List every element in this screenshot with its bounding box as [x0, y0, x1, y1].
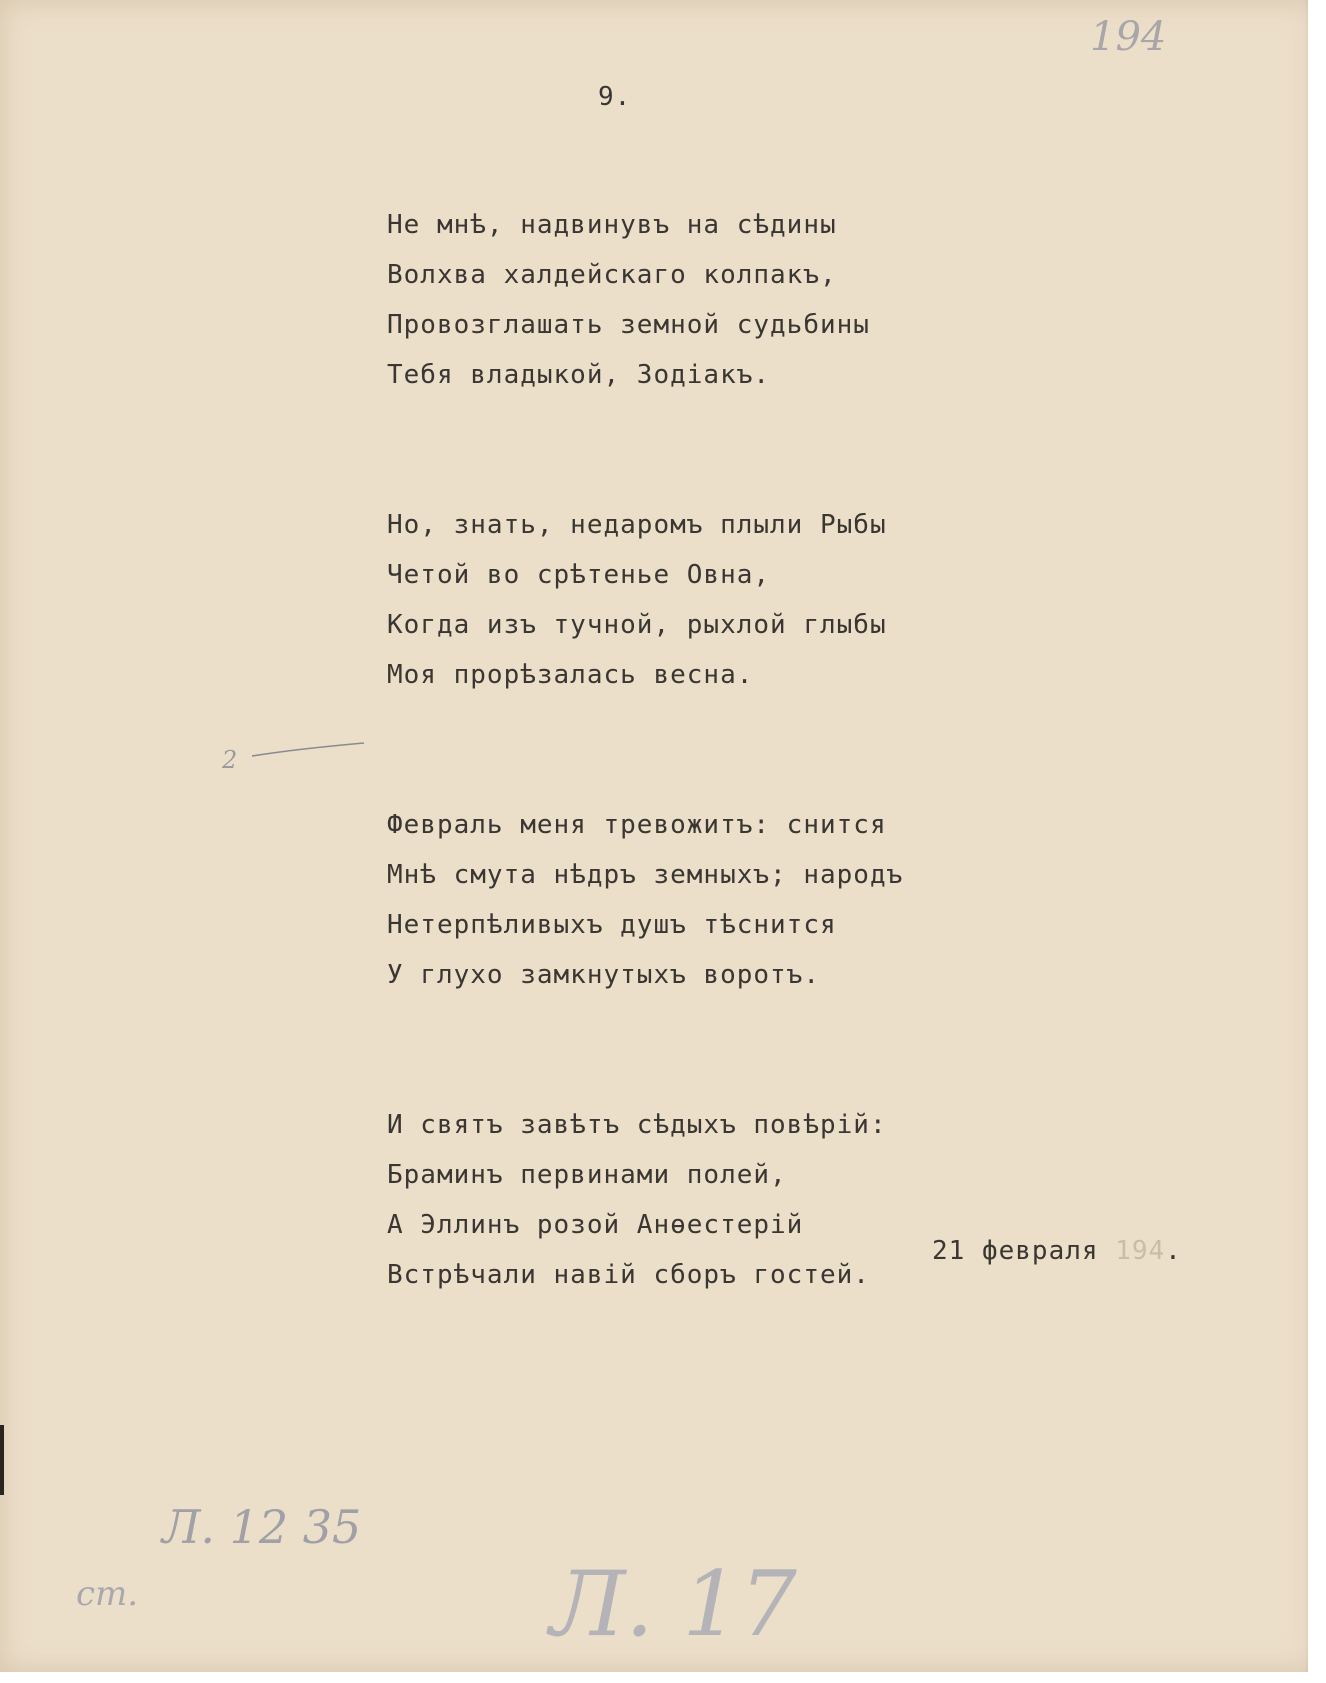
poem-line: Волхва халдейскаго колпакъ, [387, 260, 837, 290]
poem-line: Не мнѣ, надвинувъ на сѣдины [387, 210, 837, 240]
date-text: 21 февраля [932, 1236, 1099, 1266]
scan-margin [1308, 0, 1326, 1683]
poem-line: Февраль меня тревожитъ: снится [387, 810, 887, 840]
poem-line: Но, знать, недаромъ плыли Рыбы [387, 510, 887, 540]
poem-line: А Эллинъ розой Анѳестерій [387, 1210, 804, 1240]
pencil-stroke [250, 740, 366, 760]
poem-line: Четой во срѣтенье Овна, [387, 560, 771, 590]
page-number: 9. [598, 82, 632, 112]
archive-sheet-mark: Л. 12 35 [162, 1500, 362, 1554]
stanza-4 [387, 1100, 903, 1300]
archive-leaf-mark: Л. 17 [550, 1552, 797, 1657]
margin-pencil-mark: 2 [222, 746, 238, 774]
poem-line: Провозглашать земной судьбины [387, 310, 870, 340]
date-period: . [1165, 1236, 1182, 1266]
poem-line: Тебя владыкой, Зодіакъ. [387, 360, 771, 390]
stanza-1 [387, 200, 903, 400]
poem-line: Нетерпѣливыхъ душъ тѣснится [387, 910, 837, 940]
folio-number-mark: 194 [1090, 14, 1167, 60]
archive-abbrev-mark: ст. [76, 1574, 139, 1614]
poem-date [932, 1236, 1182, 1266]
poem-body [387, 200, 903, 1400]
binding-mark [0, 1425, 4, 1495]
poem-line: Мнѣ смута нѣдръ земныхъ; народъ [387, 860, 904, 890]
poem-line: Браминъ первинами полей, [387, 1160, 787, 1190]
poem-line: Встрѣчали навій сборъ гостей. [387, 1260, 870, 1290]
poem-line: Когда изъ тучной, рыхлой глыбы [387, 610, 887, 640]
poem-line: У глухо замкнутыхъ воротъ. [387, 960, 820, 990]
stanza-2 [387, 500, 903, 700]
stanza-3 [387, 800, 903, 1000]
date-year-faint: 194 [1115, 1236, 1166, 1266]
poem-line: И святъ завѣтъ сѣдыхъ повѣрій: [387, 1110, 887, 1140]
poem-line: Моя прорѣзалась весна. [387, 660, 754, 690]
